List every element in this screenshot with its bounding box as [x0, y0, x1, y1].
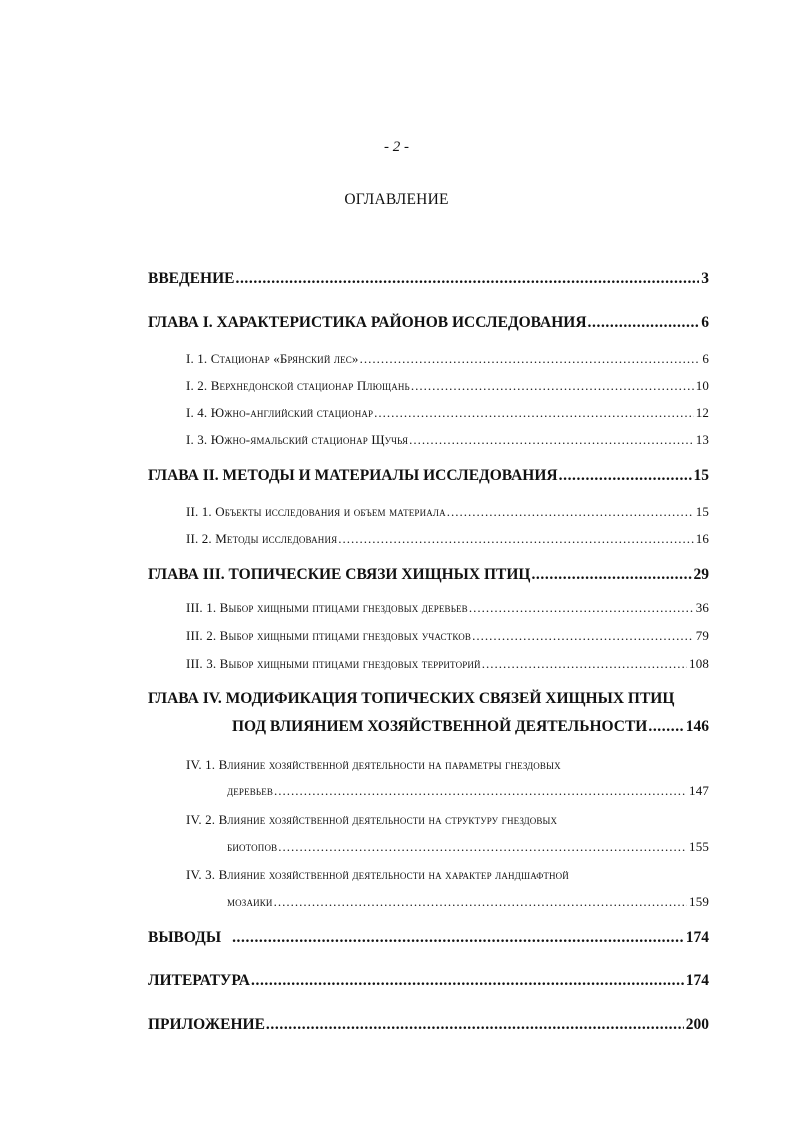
toc-entry-title: ВЫВОДЫ	[148, 929, 222, 946]
toc-entry-section-4-3[interactable]	[227, 894, 709, 910]
toc-entry-title: ГЛАВА II. МЕТОДЫ И МАТЕРИАЛЫ ИССЛЕДОВАНИЯ	[148, 467, 558, 484]
toc-entry-section-1-4[interactable]	[186, 405, 709, 421]
toc-entry-title: III. 1. Выбор хищными птицами гнездовых деревьев	[186, 600, 468, 615]
toc-entry-section-2-1[interactable]	[186, 504, 709, 520]
toc-entry-title: I. 1. Стационар «Брянский лес»	[186, 351, 359, 366]
dot-leader	[338, 531, 693, 547]
dot-leader	[411, 378, 694, 394]
dot-leader	[235, 270, 699, 288]
dot-leader	[278, 839, 687, 855]
toc-entry-title: I. 3. Южно-ямальский стационар Щучья	[186, 432, 409, 447]
toc-entry-title: биотопов	[227, 839, 278, 854]
dot-leader	[274, 783, 687, 799]
toc-entry-page: 155	[689, 839, 709, 854]
toc-entry-title: ПРИЛОЖЕНИЕ	[148, 1016, 265, 1033]
dot-leader	[531, 566, 691, 584]
toc-entry-section-1-2[interactable]	[186, 378, 709, 394]
toc-entry-page: 6	[702, 351, 709, 366]
toc-entry-page: 146	[685, 718, 709, 735]
toc-title: ОГЛАВЛЕНИЕ	[344, 191, 449, 208]
page-number: - 2 -	[384, 139, 409, 155]
toc-entry-title: ГЛАВА III. ТОПИЧЕСКИЕ СВЯЗИ ХИЩНЫХ ПТИЦ	[148, 566, 531, 583]
toc-entry-title: ПОД ВЛИЯНИЕМ ХОЗЯЙСТВЕННОЙ ДЕЯТЕЛЬНОСТИ	[232, 718, 648, 735]
toc-entry-page: 108	[689, 656, 709, 671]
toc-entry-title: I. 2. Верхнедонской стационар Плющань	[186, 378, 410, 393]
dot-leader	[266, 1016, 684, 1034]
dot-leader	[274, 894, 687, 910]
dot-leader	[588, 314, 700, 332]
toc-entry-section-2-2[interactable]	[186, 531, 709, 547]
toc-entry-section-4-1-line1[interactable]: IV. 1. Влияние хозяйственной деятельности на параметры гнездовых	[186, 757, 561, 772]
toc-entry-conclusions[interactable]	[148, 929, 709, 947]
toc-entry-page: 79	[695, 628, 709, 643]
toc-entry-section-3-3[interactable]	[186, 656, 709, 672]
toc-entry-title: I. 4. Южно-английский стационар	[186, 405, 374, 420]
toc-entry-title: III. 3. Выбор хищными птицами гнездовых территорий	[186, 656, 481, 671]
toc-entry-page: 13	[695, 432, 709, 447]
toc-entry-title: мозаики	[227, 894, 273, 909]
toc-entry-appendix[interactable]	[148, 1016, 709, 1034]
toc-entry-title: II. 2. Методы исследования	[186, 531, 338, 546]
toc-entry-page: 159	[689, 894, 709, 909]
dot-leader	[409, 432, 694, 448]
toc-entry-section-1-1[interactable]	[186, 351, 709, 367]
dot-leader	[472, 628, 694, 644]
toc-entry-page: 10	[695, 378, 709, 393]
dot-leader	[251, 972, 684, 990]
dot-leader	[482, 656, 687, 672]
toc-entry-literature[interactable]	[148, 972, 709, 990]
toc-entry-title: ГЛАВА I. ХАРАКТЕРИСТИКА РАЙОНОВ ИССЛЕДОВАНИЯ	[148, 314, 587, 331]
dot-leader	[374, 405, 694, 421]
dot-leader	[648, 718, 683, 736]
dot-leader	[360, 351, 701, 367]
toc-entry-page: 174	[685, 972, 709, 989]
toc-entry-section-3-2[interactable]	[186, 628, 709, 644]
dot-leader	[469, 600, 694, 616]
toc-entry-page: 15	[695, 504, 709, 519]
toc-entry-page: 3	[701, 270, 709, 287]
toc-entry-page: 16	[695, 531, 709, 546]
toc-entry-chapter-2[interactable]	[148, 467, 709, 485]
toc-entry-section-4-1[interactable]	[227, 783, 709, 799]
toc-entry-title: II. 1. Объекты исследования и объем материала	[186, 504, 446, 519]
dot-leader	[232, 929, 684, 947]
toc-entry-chapter-4-title-line1[interactable]: ГЛАВА IV. МОДИФИКАЦИЯ ТОПИЧЕСКИХ СВЯЗЕЙ ХИЩНЫХ ПТИЦ	[148, 690, 675, 707]
dot-leader	[447, 504, 694, 520]
toc-entry-page: 174	[685, 929, 709, 946]
toc-entry-page: 12	[695, 405, 709, 420]
toc-entry-page: 6	[701, 314, 709, 331]
toc-entry-chapter-1[interactable]	[148, 314, 709, 332]
toc-entry-section-4-2-line1[interactable]: IV. 2. Влияние хозяйственной деятельности на структуру гнездовых	[186, 812, 558, 827]
toc-entry-chapter-4[interactable]	[232, 718, 709, 736]
toc-entry-page: 36	[695, 600, 709, 615]
toc-entry-title: деревьев	[227, 783, 274, 798]
toc-entry-page: 15	[693, 467, 709, 484]
toc-entry-section-3-1[interactable]	[186, 600, 709, 616]
toc-entry-section-1-3[interactable]	[186, 432, 709, 448]
toc-entry-title: ВВЕДЕНИЕ	[148, 270, 235, 287]
toc-entry-section-4-3-line1[interactable]: IV. 3. Влияние хозяйственной деятельности на характер ландшафтной	[186, 867, 569, 882]
toc-entry-page: 29	[693, 566, 709, 583]
toc-entry-title: III. 2. Выбор хищными птицами гнездовых участков	[186, 628, 472, 643]
toc-entry-intro[interactable]	[148, 270, 709, 288]
toc-entry-chapter-3[interactable]	[148, 566, 709, 584]
toc-entry-section-4-2[interactable]	[227, 839, 709, 855]
dot-leader	[559, 467, 692, 485]
toc-entry-page: 200	[685, 1016, 709, 1033]
toc-entry-title: ЛИТЕРАТУРА	[148, 972, 250, 989]
toc-entry-page: 147	[689, 783, 709, 798]
